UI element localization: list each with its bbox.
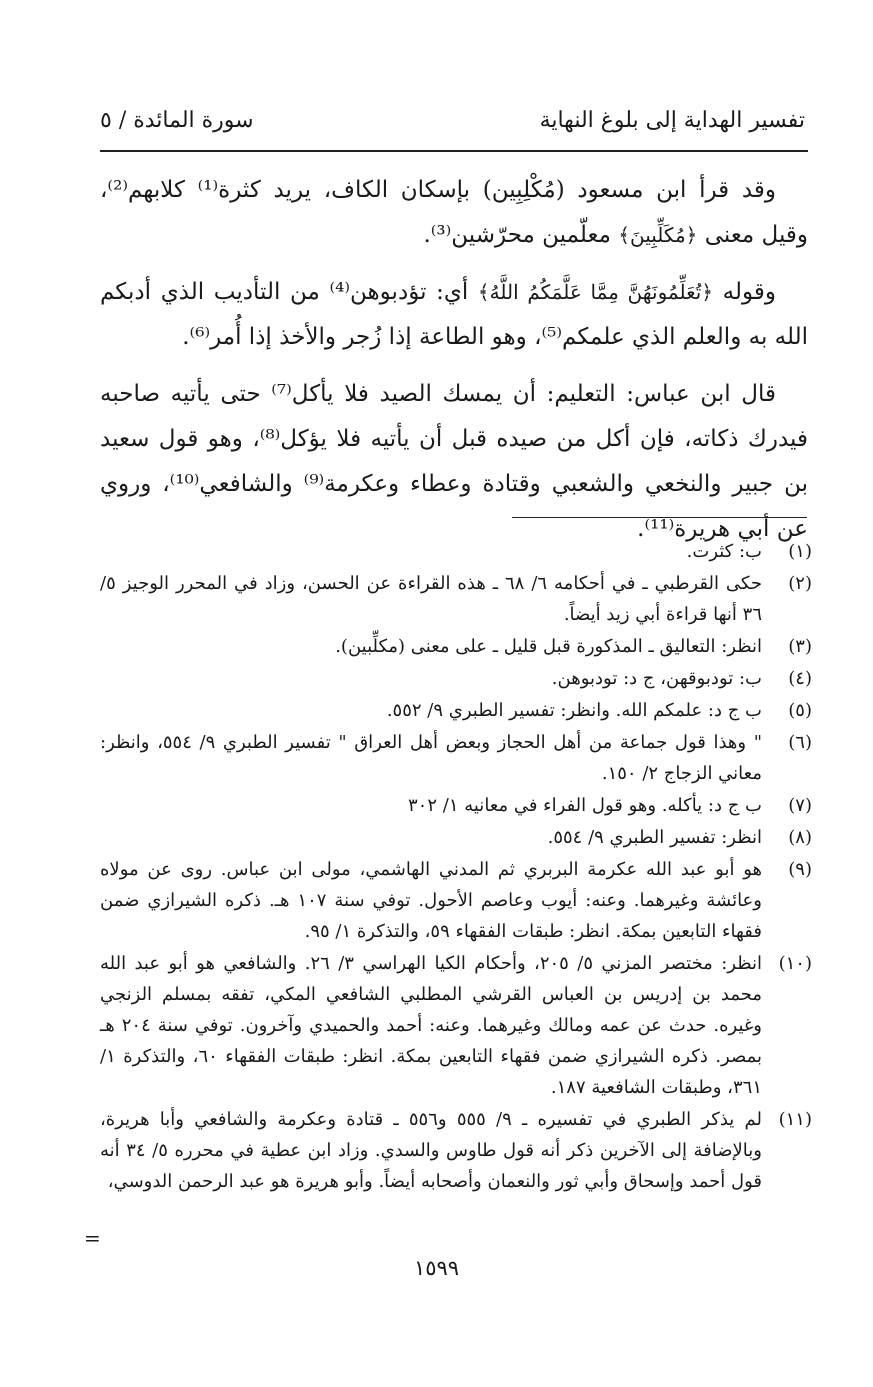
paragraph: وقد قرأ ابن مسعود (مُكْلِبِين) بإسكان الكاف، يريد كثرة⁽¹⁾ كلابهم⁽²⁾، وقيل معنى ﴿مُكَلِّبِينَ﴾ معلّمين محرّشين⁽³⁾.	[100, 177, 808, 248]
header-rule	[100, 150, 808, 152]
footnote	[100, 1104, 812, 1197]
footnote-number: (٩)	[788, 859, 812, 880]
footnote-text: هو أبو عبد الله عكرمة البربري ثم المدني الهاشمي، مولى ابن عباس. روى عن مولاه وعائشة وغيرهما. وعنه: أيوب وعاصم الأحول. توفي سنة ١٠٧ هـ. ذكره الشيرازي ضمن فقهاء التابعين بمكة. انظر: طبقات الفقهاء ٥٩، والتذكرة ١/ ٩٥.	[100, 859, 762, 942]
footnote	[100, 854, 812, 947]
footnote	[100, 822, 812, 853]
footnotes	[100, 536, 812, 1198]
footnote-text: ب: كثرت.	[686, 541, 762, 562]
quran-quote: ﴿مُكَلِّبِينَ﴾	[618, 223, 698, 247]
footnote-number: (٦)	[788, 732, 812, 753]
footnote-number: (١١)	[778, 1109, 812, 1130]
footnote-text: لم يذكر الطبري في تفسيره ـ ٩/ ٥٥٥ و٥٥٦ ـ قتادة وعكرمة والشافعي وأبا هريرة، وبالإضافة إلى الآخرين ذكر أنه قول طاوس والسدي. وزاد ابن عطية في محرره ٥/ ٣٤ أنه قول أحمد وإسحاق وأبي ثور والنعمان وأصحابه أيضاً. وأبو هريرة هو عبد الرحمن الدوسي،	[100, 1109, 762, 1192]
footnote	[100, 727, 812, 789]
footnote	[100, 536, 812, 567]
surah-section: سورة المائدة / ٥	[100, 108, 254, 133]
footnote	[100, 948, 812, 1103]
footnote-text: حكى القرطبي ـ في أحكامه ٦/ ٦٨ ـ هذه القراءة عن الحسن، وزاد في المحرر الوجيز ٥/ ٣٦ أنها قراءة أبي زيد أيضاً.	[100, 573, 762, 625]
footnote-divider	[512, 517, 807, 518]
main-text	[100, 168, 808, 564]
continuation-mark: =	[84, 1226, 101, 1250]
footnote-number: (٧)	[788, 795, 812, 816]
footnote	[100, 631, 812, 662]
paragraph: قال ابن عباس: التعليم: أن يمسك الصيد فلا يأكل⁽⁷⁾ حتى يأتيه صاحبه فيدرك ذكاته، فإن أكل من صيده قبل أن يأتيه فلا يؤكل⁽⁸⁾، وهو قول سعيد بن جبير والنخعي والشعبي وقتادة وعطاء وعكرمة⁽⁹⁾ والشافعي⁽¹⁰⁾، وروي عن أبي هريرة⁽¹¹⁾.	[100, 381, 808, 542]
footnote-text: ب: تودبوقهن، ج د: تودبوهن.	[551, 668, 762, 689]
book-title: تفسير الهداية إلى بلوغ النهاية	[539, 108, 805, 133]
footnote-number: (٥)	[788, 700, 812, 721]
footnote-number: (٨)	[788, 827, 812, 848]
footnote-number: (٤)	[788, 668, 812, 689]
footnote	[100, 663, 812, 694]
footnote-text: انظر: تفسير الطبري ٩/ ٥٥٤.	[547, 827, 762, 848]
paragraph: وقوله ﴿تُعَلِّمُونَهُنَّ مِمَّا عَلَّمَكُمُ اللَّهُ﴾ أي: تؤدبوهن⁽⁴⁾ من التأديب الذي أدبكم الله به والعلم الذي علمكم⁽⁵⁾، وهو الطاعة إذا زُجر والأخذ إذا أُمر⁽⁶⁾.	[100, 279, 808, 350]
footnote-text: ب ج د: يأكله. وهو قول الفراء في معانيه ١/ ٣٠٢	[408, 795, 762, 816]
footnote	[100, 695, 812, 726]
footnote-text: انظر: التعاليق ـ المذكورة قبل قليل ـ على معنى (مكلِّبين).	[335, 636, 762, 657]
footnote-text: " وهذا قول جماعة من أهل الحجاز وبعض أهل العراق " تفسير الطبري ٩/ ٥٥٤، وانظر: معاني الزجاج ٢/ ١٥٠.	[100, 732, 763, 784]
footnote-number: (١)	[788, 541, 812, 562]
page-number: ١٥٩٩	[413, 1256, 460, 1280]
footnote-number: (٣)	[788, 636, 812, 657]
footnote-text: ب ج د: علمكم الله. وانظر: تفسير الطبري ٩/ ٥٥٢.	[386, 700, 762, 721]
quran-quote: ﴿تُعَلِّمُونَهُنَّ مِمَّا عَلَّمَكُمُ اللَّهُ﴾	[477, 280, 714, 304]
footnote-number: (٢)	[788, 573, 812, 594]
footnote	[100, 790, 812, 821]
footnote-number: (١٠)	[778, 953, 812, 974]
footnote	[100, 568, 812, 630]
footnote-text: انظر: مختصر المزني ٥/ ٢٠٥، وأحكام الكيا الهراسي ٣/ ٢٦. والشافعي هو أبو عبد الله محمد بن إدريس بن العباس القرشي المطلبي الشافعي المكي، تفقه بمسلم الزنجي وغيره. حدث عن عمه ومالك وغيرهما. وعنه: أحمد والحميدي وآخرون. توفي سنة ٢٠٤ هـ بمصر. ذكره الشيرازي ضمن فقهاء التابعين بمكة. انظر: طبقات الفقهاء ٦٠، والتذكرة ١/ ٣٦١، وطبقات الشافعية ١٨٧.	[100, 953, 762, 1098]
running-header	[100, 108, 805, 144]
